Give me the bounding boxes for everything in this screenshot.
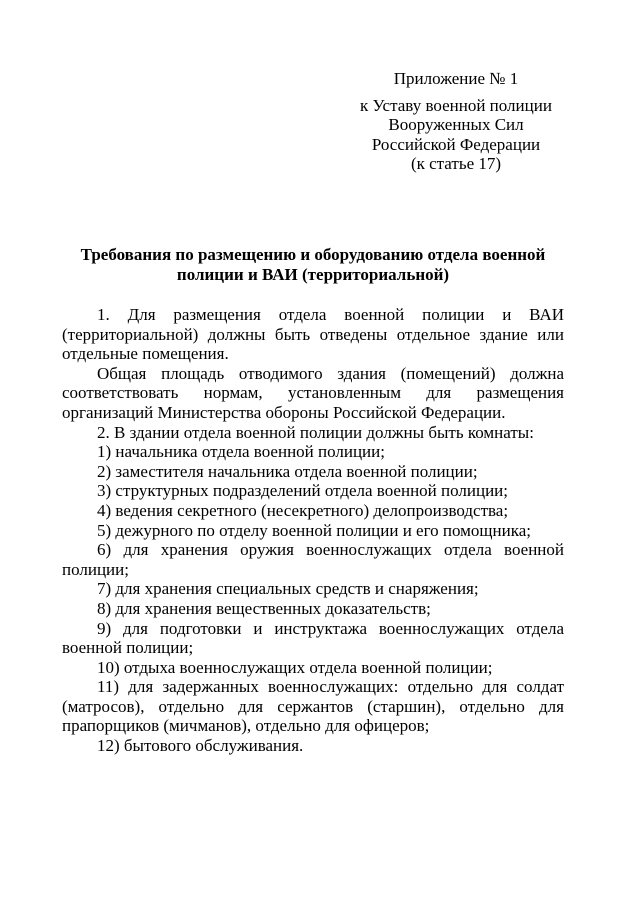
appendix-line: к Уставу военной полиции [360, 95, 552, 115]
paragraph-2: Общая площадь отводимого здания (помещений) должна соответствовать нормам, установленным для размещения организаций Министерства обороны Российской Федерации. [62, 363, 564, 422]
list-item-10: 10) отдыха военнослужащих отдела военной полиции; [97, 657, 493, 677]
list-item-6: 6) для хранения оружия военнослужащих отдела военной полиции; [62, 540, 564, 579]
list-item-12: 12) бытового обслуживания. [97, 736, 304, 756]
appendix-block [336, 69, 576, 174]
paragraph-1: 1. Для размещения отдела военной полиции и ВАИ (территориальной) должны быть отведены отдельное здание или отдельные помещения. [62, 305, 564, 364]
list-item-8: 8) для хранения вещественных доказательств; [97, 598, 431, 618]
list-item-2: 2) заместителя начальника отдела военной полиции; [97, 461, 478, 481]
list-item-5: 5) дежурного по отделу военной полиции и его помощника; [97, 520, 531, 540]
list-item-3: 3) структурных подразделений отдела военной полиции; [97, 481, 508, 501]
list-item-11: 11) для задержанных военнослужащих: отдельно для солдат (матросов), отдельно для сержантов (старшин), отдельно для прапорщиков (мичманов), отдельно для офицеров; [62, 677, 564, 736]
list-item-4: 4) ведения секретного (несекретного) делопроизводства; [97, 500, 509, 520]
appendix-number-line: Приложение № 1 [393, 69, 519, 88]
list-item-1: 1) начальника отдела военной полиции; [97, 442, 385, 462]
appendix-line: Вооруженных Сил [388, 115, 524, 135]
paragraph-3: 2. В здании отдела военной полиции должны быть комнаты: [97, 422, 534, 442]
appendix-line: (к статье 17) [410, 154, 502, 174]
appendix-line: Российской Федерации [371, 134, 541, 154]
list-item-9: 9) для подготовки и инструктажа военнослужащих отдела военной полиции; [62, 618, 564, 658]
document-body [62, 305, 564, 756]
list-item-7: 7) для хранения специальных средств и снаряжения; [97, 579, 479, 599]
document-title: Требования по размещению и оборудованию отдела военной полиции и ВАИ (территориальной) [80, 245, 546, 284]
